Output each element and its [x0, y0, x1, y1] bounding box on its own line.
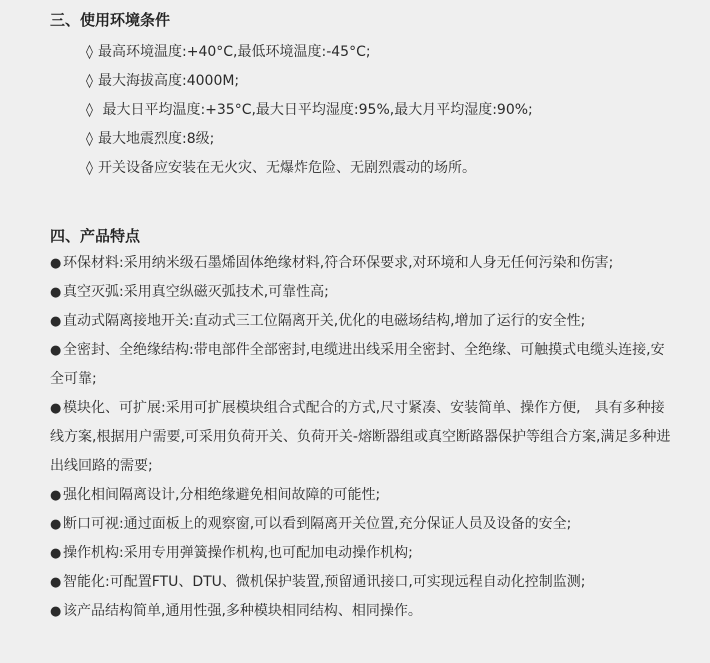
list-item-text: 最大地震烈度:8级;: [98, 131, 215, 147]
section-title-environment: 三、使用环境条件: [50, 11, 171, 29]
list-item-text: 环保材料:采用纳米级石墨烯固体绝缘材料,符合环保要求,对环境和人身无任何污染和伤害;: [63, 255, 614, 271]
list-item-text: 强化相间隔离设计,分相绝缘避免相间故障的可能性;: [63, 487, 381, 503]
list-item: [50, 278, 672, 307]
bullet-icon: ●: [50, 343, 62, 358]
list-item: [50, 568, 672, 597]
bullet-icon: ●: [50, 546, 62, 561]
list-item: [50, 481, 672, 510]
list-item: [86, 154, 533, 183]
list-item: [50, 336, 672, 394]
list-item: [50, 597, 672, 626]
list-item-text: 断口可视:通过面板上的观察窗,可以看到隔离开关位置,充分保证人员及设备的安全;: [63, 516, 572, 532]
diamond-icon: ◊: [86, 73, 93, 89]
list-item: [86, 67, 533, 96]
bullet-icon: ●: [50, 604, 62, 619]
section-title-features: 四、产品特点: [50, 227, 141, 245]
diamond-icon: ◊: [86, 160, 93, 176]
diamond-icon: ◊: [86, 131, 93, 147]
list-item-text: 真空灭弧:采用真空纵磁灭弧技术,可靠性高;: [63, 284, 329, 300]
bullet-icon: ●: [50, 256, 62, 271]
bullet-icon: ●: [50, 285, 62, 300]
product-features-list: [50, 249, 672, 626]
list-item-text: 最大海拔高度:4000M;: [98, 73, 240, 89]
list-item-text: 全密封、全绝缘结构:带电部件全部密封,电缆进出线采用全密封、全绝缘、可触摸式电缆头连接,安全可靠;: [50, 342, 665, 387]
diamond-icon: ◊: [86, 102, 93, 118]
list-item-text: 该产品结构简单,通用性强,多种模块相同结构、相同操作。: [63, 603, 422, 619]
bullet-icon: ●: [50, 517, 62, 532]
bullet-icon: ●: [50, 401, 62, 416]
list-item-text: 直动式隔离接地开关:直动式三工位隔离开关,优化的电磁场结构,增加了运行的安全性;: [63, 313, 586, 329]
list-item-text: 操作机构:采用专用弹簧操作机构,也可配加电动操作机构;: [63, 545, 413, 561]
bullet-icon: ●: [50, 314, 62, 329]
environment-conditions-list: [86, 38, 533, 183]
list-item: [50, 394, 672, 481]
bullet-icon: ●: [50, 488, 62, 503]
diamond-icon: ◊: [86, 44, 93, 60]
list-item: [50, 539, 672, 568]
list-item: [86, 96, 533, 125]
list-item-text: 智能化:可配置FTU、DTU、微机保护装置,预留通讯接口,可实现远程自动化控制监测;: [63, 574, 586, 590]
list-item: [86, 38, 533, 67]
list-item: [50, 510, 672, 539]
list-item: [50, 307, 672, 336]
list-item-text: 模块化、可扩展:采用可扩展模块组合式配合的方式,尺寸紧凑、安装简单、操作方便, 具有多种接线方案,根据用户需要,可采用负荷开关、负荷开关-熔断器组或真空断路器保护等组合方案,满足多种进出线回路的需要;: [50, 400, 671, 474]
list-item-text: 最大日平均温度:+35°C,最大日平均湿度:95%,最大月平均湿度:90%;: [98, 102, 533, 118]
list-item: [86, 125, 533, 154]
list-item-text: 开关设备应安装在无火灾、无爆炸危险、无剧烈震动的场所。: [98, 160, 476, 176]
list-item-text: 最高环境温度:+40°C,最低环境温度:-45°C;: [98, 44, 371, 60]
bullet-icon: ●: [50, 575, 62, 590]
list-item: [50, 249, 672, 278]
